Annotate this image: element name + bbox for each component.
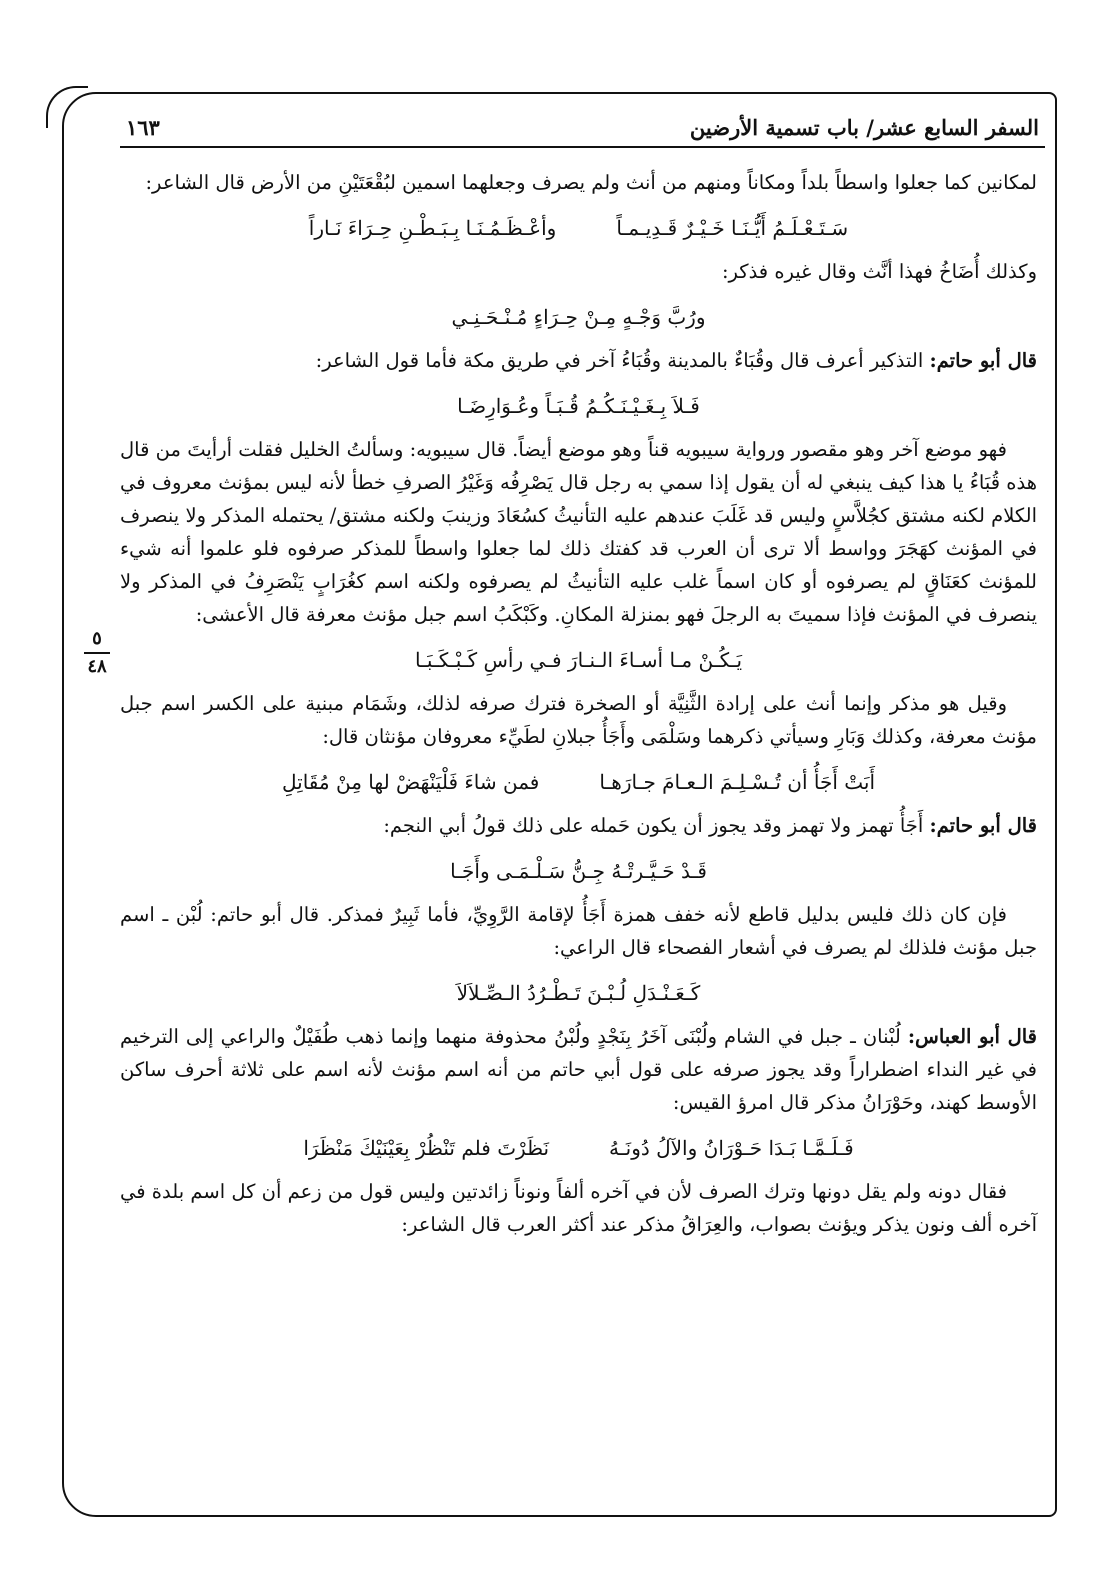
page-header	[120, 108, 1045, 148]
margin-folio-note	[80, 628, 114, 678]
main-text	[120, 166, 1037, 1241]
margin-note-divider	[84, 652, 110, 654]
running-title: السفر السابع عشر/ باب تسمية الأرضين	[689, 114, 1039, 140]
verse-hemistich: كَـعَـنْـدَلِ لُـبْـنَ تَـطْـرُدُ الـصِّـلاَلاَ	[456, 981, 701, 1005]
paragraph-text: لُبْنان ـ جبل في الشام ولُبْنَى آخَرُ بِنَجْدٍ ولُبْنُ محذوفة منهما وإنما ذهب طُفَيْلٌ والراعي إلى الترخيم في غير النداء اضطراراً وقد يجوز صرفه على قول أبي حاتم من أنه اسم مؤنث لأنه اسم على ثلاثة أحرف ساكن الأوسط كهند، وحَوْرَانُ مذكر قال امرؤ القيس:	[120, 1025, 1037, 1114]
margin-note-bottom: ٤٨	[87, 656, 107, 677]
page-number: ١٦٣	[126, 114, 160, 140]
verse-line	[120, 643, 1037, 677]
verse-hemistich-first: سَـتَـعْـلَـمُ أَيُّـنَـا خَـيْـرٌ قَـدِيـمـاً	[616, 216, 849, 240]
verse-hemistich-first: أَبَتْ أَجَأُ أن تُـسْـلِـمَ الـعـامَ جـارَهـا	[599, 770, 876, 794]
verse-hemistich-first: فَـلَـمَّـا بَـدَا حَـوْرَانُ والآلُ دُونَـهُ	[609, 1136, 854, 1160]
paragraph: فقال دونه ولم يقل دونها وترك الصرف لأن في آخره ألفاً ونوناً زائدتين وليس قول من زعم أن كل اسم بلدة في آخره ألف ونون يذكر ويؤنث بصواب، والعِرَاقُ مذكر عند أكثر العرب قال الشاعر:	[120, 1180, 1037, 1236]
verse-line	[120, 211, 1037, 245]
verse-hemistich: يَـكُـنْ مـا أسـاءَ الـنـارَ فـي رأسِ كَـبْـكَـبَـا	[414, 648, 743, 672]
paragraph-text: أَجَأُ تهمز ولا تهمز وقد يجوز أن يكون حَمله على ذلك قولُ أبي النجم:	[383, 814, 930, 837]
paragraph: لمكانين كما جعلوا واسطاً بلداً ومكاناً ومنهم من أنث ولم يصرف وجعلهما اسمين لبُقْعَتَيْنِ من الأرض قال الشاعر:	[145, 171, 1037, 194]
verse-line	[120, 389, 1037, 423]
verse-hemistich-second: وأعْـظَـمُـنَـا بِـبَـطْـنِ حِـرَاءَ نَـاراً	[308, 216, 557, 240]
verse-hemistich-second: فمن شاءَ فَلْيَنْهَضْ لها مِنْ مُقَاتِلِ	[281, 770, 540, 794]
verse-hemistich-second: نَظَرْتَ فلم تَنْظُرْ بِعَيْنَيْكَ مَنْظَرَا	[303, 1136, 550, 1160]
speaker-lead: قال أبو حاتم:	[929, 349, 1037, 372]
paragraph: فهو موضع آخر وهو مقصور ورواية سيبويه قناً وهو موضع أيضاً. قال سيبويه: وسألتُ الخليل فقلت أرأيتَ من قال هذه قُبَاءُ يا هذا كيف ينبغي له أن يقول إذا سمي به رجل قال يَصْرِفُه وَغَيْرُ الصرفِ خطأ لأنه ليس بمؤنث معروف في الكلام لكنه مشتق كجُلاَّسٍ وليس قد غَلَبَ عندهم عليه التأنيثُ كسُعَادَ وزينبَ ولكنه مشتق/ يحتمله المذكر ولا ينصرف في المؤنث كهَجَرَ وواسط ألا ترى أن العرب قد كفتك ذلك لما جعلوا واسطاً للمذكر صرفوه فلو علموا أنه شيء للمؤنث كعَنَاقٍ لم يصرفوه أو كان اسماً غلب عليه التأنيثُ لم يصرفوه ولكنه اسم كغُرَابٍ يَنْصَرِفُ في المذكر ولا ينصرف في المؤنث فإذا سميتَ به الرجلَ فهو بمنزلة المكانِ. وكَبْكَبُ اسم جبل مؤنث معرفة قال الأعشى:	[120, 438, 1037, 626]
verse-line	[120, 765, 1037, 799]
verse-line	[120, 976, 1037, 1010]
verse-line	[120, 854, 1037, 888]
verse-hemistich: ورُبَّ وَجْـهٍ مِـنْ حِـرَاءٍ مُـنْـحَـنِـي	[451, 305, 706, 329]
verse-line	[120, 300, 1037, 334]
paragraph	[120, 344, 1037, 377]
paragraph: وقيل هو مذكر وإنما أنث على إرادة الثَّنِيَّة أو الصخرة فترك صرفه لذلك، وشَمَام مبنية على الكسر اسم جبل مؤنث معرفة، وكذلك وَبَارِ وسيأتي ذكرهما وسَلْمَى وأَجَأُ جبلانِ لطَيِّء معروفان مؤنثان قال:	[120, 692, 1037, 748]
verse-line	[120, 1131, 1037, 1165]
paragraph	[120, 809, 1037, 842]
speaker-lead: قال أبو العباس:	[907, 1025, 1037, 1048]
verse-hemistich: فَـلاَ بِـغَـيْـنَـكُـمُ قُـبَـاً وعُـوَارِضَـا	[457, 394, 700, 418]
speaker-lead: قال أبو حاتم:	[929, 814, 1037, 837]
verse-hemistich: قَـدْ حَـيَّـرتْـهُ جِـنُّ سَـلْـمَـى وأَجَـا	[450, 859, 707, 883]
margin-note-top: ٥	[92, 628, 102, 649]
paragraph	[120, 1020, 1037, 1119]
paragraph: فإن كان ذلك فليس بدليل قاطع لأنه خفف همزة أَجَأُ لإقامة الرَّوِيِّ، فأما ثَبِيرٌ فمذكر. قال أبو حاتم: لُبْن ـ اسم جبل مؤنث فلذلك لم يصرف في أشعار الفصحاء قال الراعي:	[120, 903, 1037, 959]
paragraph: وكذلك أُضَاخُ فهذا أنَّث وقال غيره فذكر:	[721, 260, 1037, 283]
paragraph-text: التذكير أعرف قال وقُبَاءٌ بالمدينة وقُبَاءُ آخر في طريق مكة فأما قول الشاعر:	[315, 349, 930, 372]
